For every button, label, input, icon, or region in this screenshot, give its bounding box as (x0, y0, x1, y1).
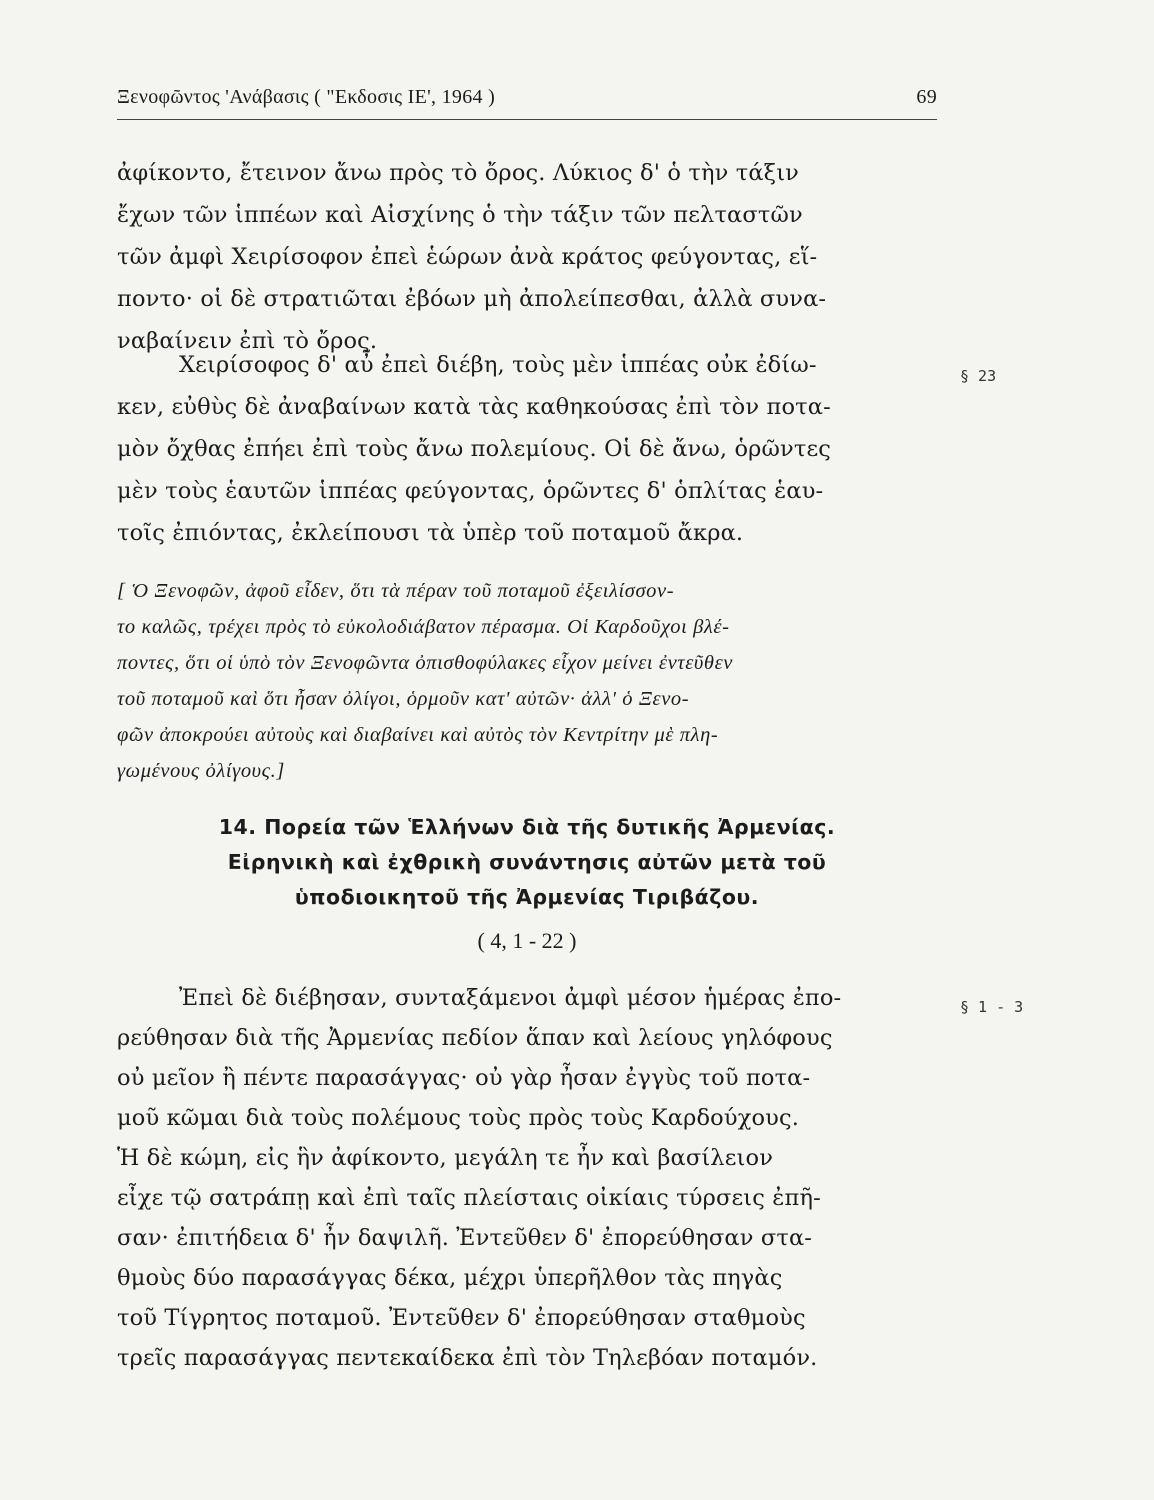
summary-line: γωμένους ὀλίγους.] (117, 760, 285, 782)
text-line: ἀφίκοντο, ἔτεινον ἄνω πρὸς τὸ ὄρος. Λύκιος δ' ὁ τὴν τάξιν (117, 160, 800, 186)
text-line: μὸν ὄχθας ἐπήει ἐπὶ τοὺς ἄνω πολεμίους. Οἱ δὲ ἄνω, ὁρῶντες (117, 436, 832, 462)
text-line: τοῖς ἐπιόντας, ἐκλείπουσι τὰ ὑπὲρ τοῦ ποταμοῦ ἄκρα. (117, 520, 744, 546)
margin-section-note: § 23 (960, 367, 997, 385)
summary-line: το καλῶς, τρέχει πρὸς τὸ εὐκολοδιάβατον πέρασμα. Οἱ Καρδοῦχοι βλέ- (117, 616, 730, 638)
running-title: Ξενοφῶντος 'Ανάβασις ( "Εκδοσις ΙΕ', 1964 ) (117, 86, 496, 108)
margin-section-note: § 1 - 3 (960, 998, 1024, 1016)
text-line: ποντο· οἱ δὲ στρατιῶται ἐβόων μὴ ἀπολείπεσθαι, ἀλλὰ συνα- (117, 286, 827, 312)
text-line: μὲν τοὺς ἑαυτῶν ἱππέας φεύγοντας, ὁρῶντες δ' ὁπλίτας ἑαυ- (117, 478, 824, 504)
chapter-heading-line: ὑποδιοικητοῦ τῆς Ἀρμενίας Τιριβάζου. (294, 885, 760, 909)
chapter-heading-line: 14. Πορεία τῶν Ἑλλήνων διὰ τῆς δυτικῆς Ἀρμενίας. (218, 815, 836, 839)
text-line: Χειρίσοφος δ' αὖ ἐπεὶ διέβη, τοὺς μὲν ἱππέας οὐκ ἐδίω- (179, 352, 817, 378)
text-line: μοῦ κῶμαι διὰ τοὺς πολέμους τοὺς πρὸς τοὺς Καρδούχους. (117, 1105, 800, 1131)
text-line: θμοὺς δύο παρασάγγας δέκα, μέχρι ὑπερῆλθον τὰς πηγὰς (117, 1265, 783, 1291)
summary-line: φῶν ἀποκρούει αὐτοὺς καὶ διαβαίνει καὶ αὐτὸς τὸν Κεντρίτην μὲ πλη- (117, 724, 719, 746)
text-line: τῶν ἀμφὶ Χειρίσοφον ἐπεὶ ἑώρων ἀνὰ κράτος φεύγοντας, εἵ- (117, 244, 818, 270)
text-line: κεν, εὐθὺς δὲ ἀναβαίνων κατὰ τὰς καθηκούσας ἐπὶ τὸν ποτα- (117, 394, 831, 420)
summary-line: [ Ὁ Ξενοφῶν, ἀφοῦ εἶδεν, ὅτι τὰ πέραν τοῦ ποταμοῦ ἐξειλίσσον- (117, 580, 675, 602)
summary-line: τοῦ ποταμοῦ καὶ ὅτι ἦσαν ὀλίγοι, ὁρμοῦν κατ' αὐτῶν· ἀλλ' ὁ Ξενο- (117, 688, 690, 710)
text-line: ἔχων τῶν ἱππέων καὶ Αἰσχίνης ὁ τὴν τάξιν τῶν πελταστῶν (117, 202, 803, 228)
header-rule (117, 119, 937, 120)
text-line: τοῦ Τίγρητος ποταμοῦ. Ἐντεῦθεν δ' ἐπορεύθησαν σταθμοὺς (117, 1305, 806, 1331)
summary-line: ποντες, ὅτι οἱ ὑπὸ τὸν Ξενοφῶντα ὀπισθοφύλακες εἶχον μείνει ἐντεῦθεν (117, 652, 733, 674)
chapter-reference: ( 4, 1 - 22 ) (477, 928, 577, 953)
chapter-heading-line: Εἰρηνικὴ καὶ ἐχθρικὴ συνάντησις αὐτῶν μετὰ τοῦ (227, 850, 827, 874)
text-line: οὐ μεῖον ἢ πέντε παρασάγγας· οὐ γὰρ ἦσαν ἐγγὺς τοῦ ποτα- (117, 1065, 811, 1091)
text-line: ναβαίνειν ἐπὶ τὸ ὄρος. (117, 328, 378, 354)
text-line: Ἡ δὲ κώμη, εἰς ἣν ἀφίκοντο, μεγάλη τε ἦν καὶ βασίλειον (117, 1145, 774, 1171)
text-line: εἶχε τῷ σατράπῃ καὶ ἐπὶ ταῖς πλείσταις οἰκίαις τύρσεις ἐπῆ- (117, 1185, 821, 1211)
text-line: ρεύθησαν διὰ τῆς Ἀρμενίας πεδίον ἅπαν καὶ λείους γηλόφους (117, 1025, 833, 1051)
text-line: τρεῖς παρασάγγας πεντεκαίδεκα ἐπὶ τὸν Τηλεβόαν ποταμόν. (117, 1345, 818, 1371)
text-line: σαν· ἐπιτήδεια δ' ἦν δαψιλῆ. Ἐντεῦθεν δ' ἐπορεύθησαν στα- (117, 1225, 813, 1251)
text-line: Ἐπεὶ δὲ διέβησαν, συνταξάμενοι ἀμφὶ μέσον ἡμέρας ἐπο- (179, 985, 842, 1011)
page-number: 69 (916, 86, 937, 108)
